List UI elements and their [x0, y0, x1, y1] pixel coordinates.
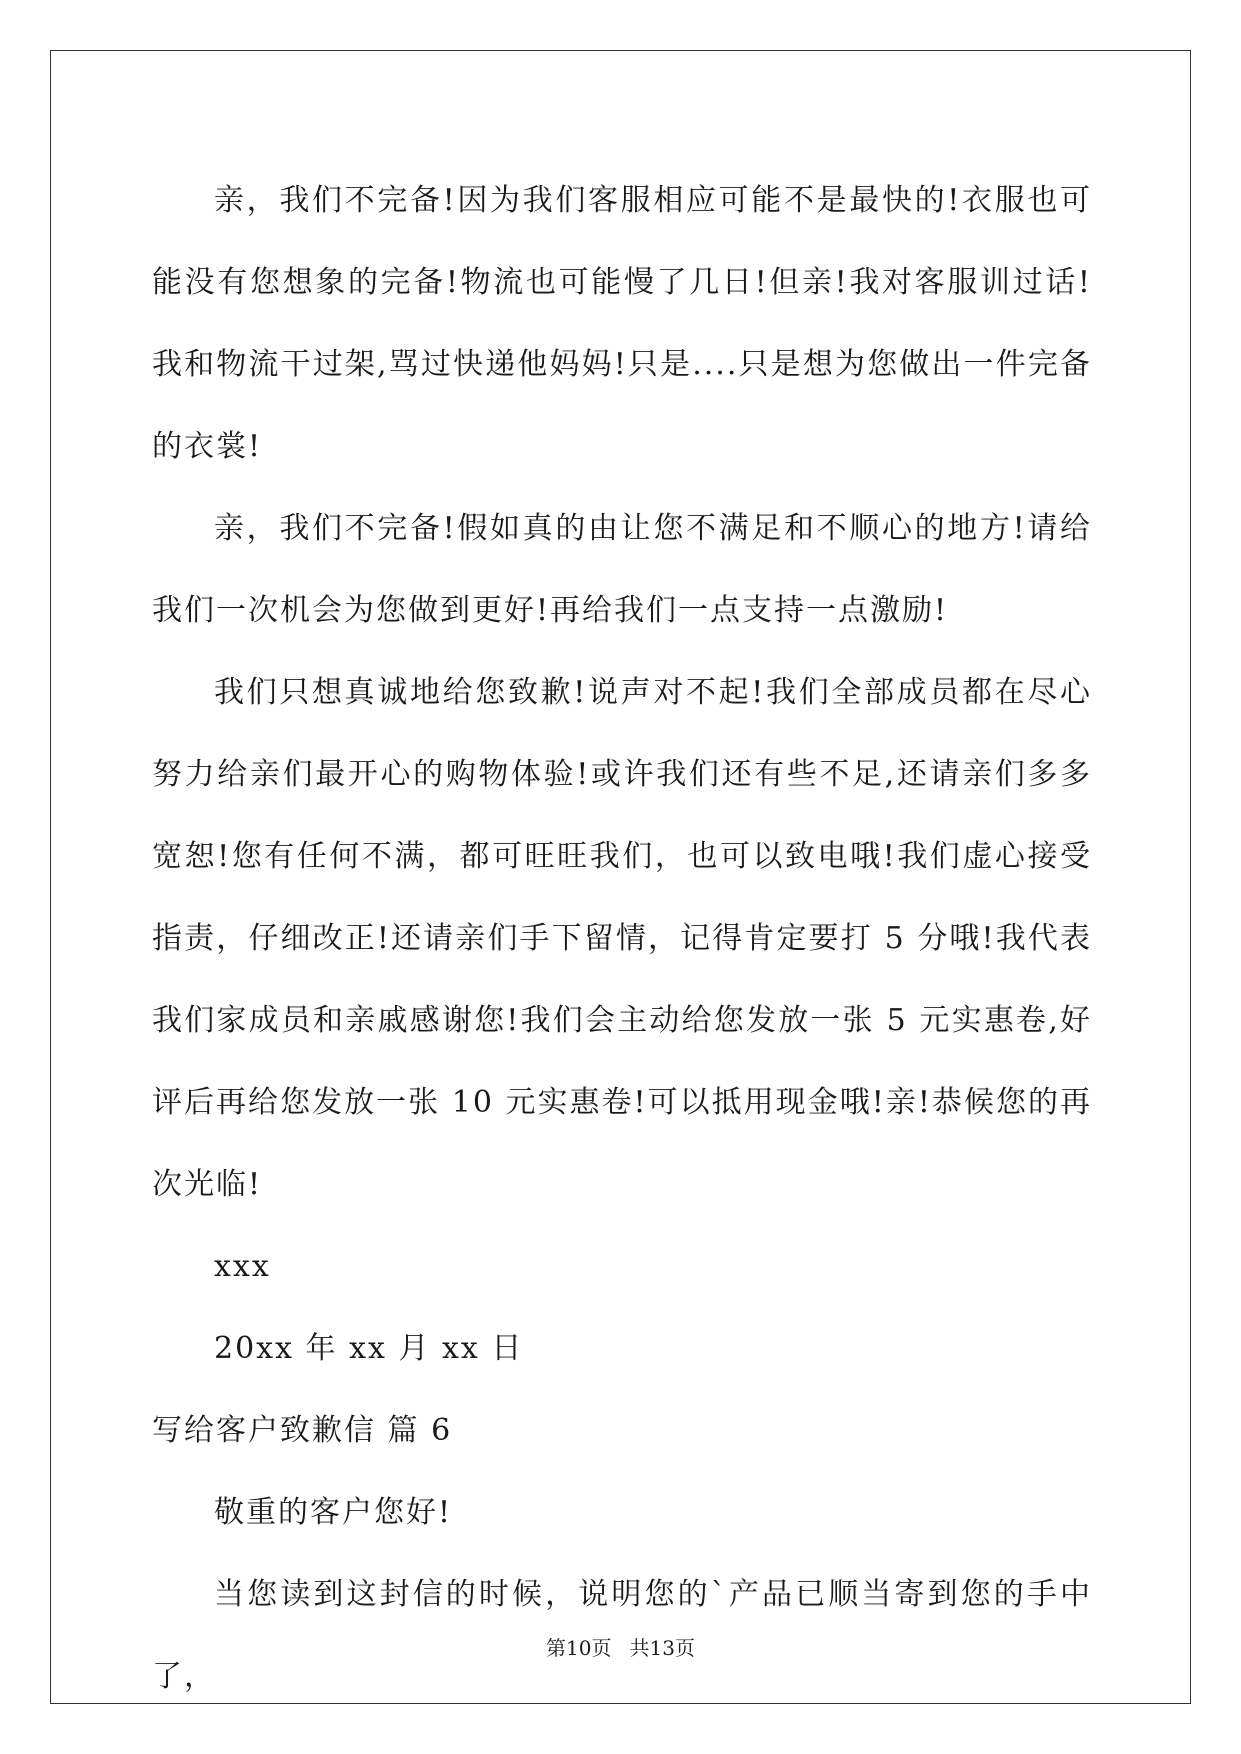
- signature: xxx: [214, 1249, 271, 1284]
- letter-date: 20xx 年 xx 月 xx 日: [214, 1331, 524, 1366]
- greeting: 敬重的客户您好!: [214, 1495, 453, 1530]
- document-body: [152, 160, 1092, 1718]
- page-footer: [0, 1632, 1241, 1661]
- paragraph-2: 亲，我们不完备!假如真的由让您不满足和不顺心的地方!请给我们一次机会为您做到更好!再给我们一点支持一点激励!: [152, 511, 1092, 628]
- page-number-total: 共13页: [629, 1636, 695, 1660]
- paragraph-4: 当您读到这封信的时候，说明您的`产品已顺当寄到您的手中了，: [152, 1577, 1092, 1694]
- paragraph-1: 亲，我们不完备!因为我们客服相应可能不是最快的!衣服也可能没有您想象的完备!物流也可能慢了几日!但亲!我对客服训过话!我和物流干过架,骂过快递他妈妈!只是....只是想为您做出一件完备的衣裳!: [152, 183, 1092, 464]
- paragraph-3: 我们只想真诚地给您致歉!说声对不起!我们全部成员都在尽心努力给亲们最开心的购物体验!或许我们还有些不足,还请亲们多多宽恕!您有任何不满，都可旺旺我们，也可以致电哦!我们虚心接受指责，仔细改正!还请亲们手下留情，记得肯定要打 5 分哦!我代表我们家成员和亲戚感谢您!我们会主动给您发放一张 5 元实惠卷,好评后再给您发放一张 10 元实惠卷!可以抵用现金哦!亲!恭候您的再次光临!: [152, 675, 1092, 1202]
- page-number-current: 第10页: [546, 1636, 612, 1660]
- section-heading: 写给客户致歉信 篇 6: [152, 1413, 453, 1448]
